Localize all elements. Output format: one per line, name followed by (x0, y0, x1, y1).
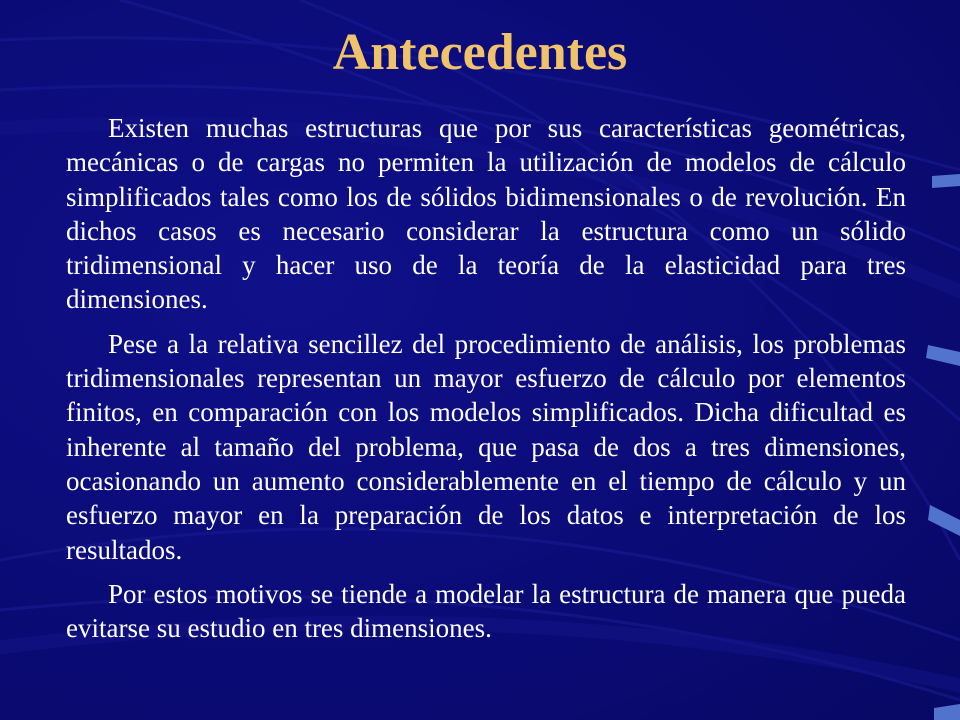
edge-accent-mark (932, 174, 960, 188)
edge-accent-mark (926, 345, 960, 366)
paragraph-2: Pese a la relativa sencillez del procedimiento de análisis, los problemas tridimensionales representan un mayor esfuerzo de cálculo por elementos finitos, en comparación con los modelos simplificados. Dicha dificultad es inherente al tamaño del problema, que pasa de dos a tres dimensiones, ocasionando un aumento considerablemente en el tiempo de cálculo y un esfuerzo mayor en la preparación de los datos e interpretación de los resultados. (66, 328, 906, 565)
slide-title: Antecedentes (332, 24, 628, 81)
paragraph-3: Por estos motivos se tiende a modelar la estructura de manera que pueda evitarse su estudio en tres dimensiones. (66, 578, 906, 644)
edge-accent-mark (934, 704, 960, 720)
paragraph-1: Existen muchas estructuras que por sus características geométricas, mecánicas o de cargas no permiten la utilización de modelos de cálculo simplificados tales como los de sólidos bidimensionales o de revolución. En dichos casos es necesario considerar la estructura como un sólido tridimensional y hacer uso de la teoría de la elasticidad para tres dimensiones. (66, 113, 906, 315)
slide-body (66, 111, 906, 655)
